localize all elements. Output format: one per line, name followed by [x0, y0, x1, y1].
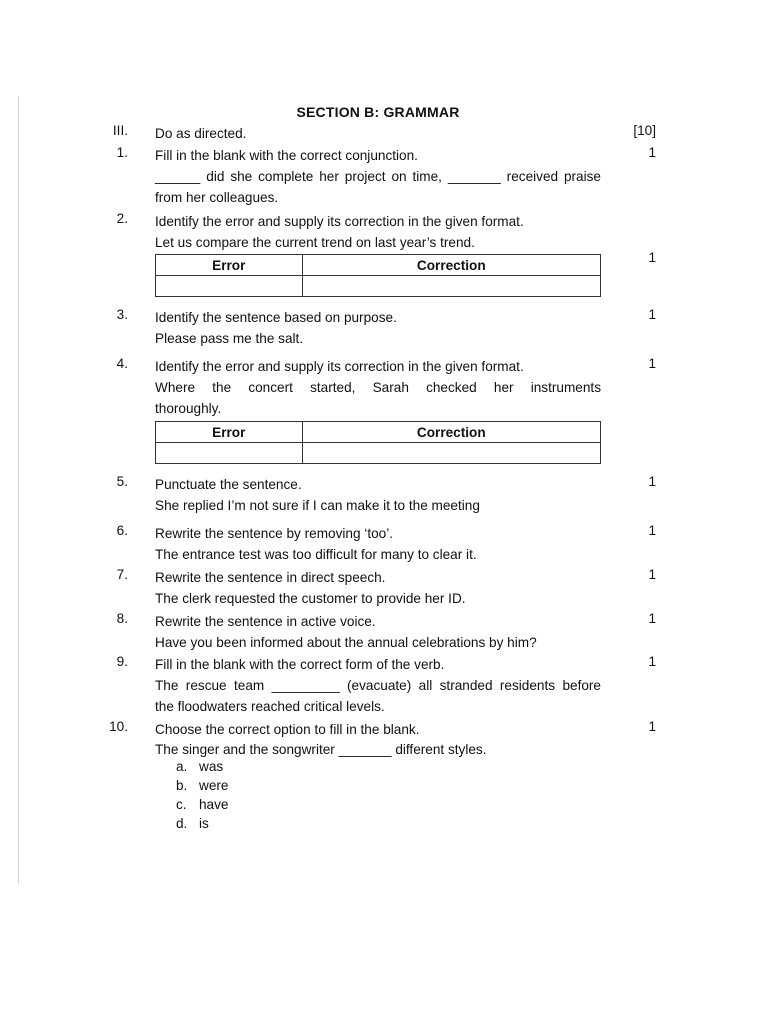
table-header-error: Error: [156, 422, 303, 443]
question-marks: 1: [648, 654, 656, 669]
intro-instruction: Do as directed.: [155, 126, 247, 141]
table-cell-error: [156, 443, 303, 464]
table-header-error: Error: [156, 255, 303, 276]
question-text: Rewrite the sentence by removing ‘too’. The entrance test was too difficult for many to clear it.: [155, 526, 477, 562]
roman-numeral: III.: [112, 123, 128, 138]
question-marks: 1: [648, 719, 656, 734]
section-title: SECTION B: GRAMMAR: [296, 104, 460, 120]
question-text: Fill in the blank with the correct form of the verb. The rescue team _________ (evacuate) all stranded residents before the floodwaters reached critical levels.: [155, 657, 601, 714]
question-text: Identify the sentence based on purpose. Please pass me the salt.: [155, 310, 397, 346]
question-marks: 1: [648, 523, 656, 538]
question-number: 5.: [116, 474, 128, 489]
question-text: Rewrite the sentence in active voice. Have you been informed about the annual celebrations by him?: [155, 614, 537, 650]
question-number: 3.: [116, 307, 128, 322]
question-text: Identify the error and supply its correction in the given format. Where the concert started, Sarah checked her instruments thoroughly.: [155, 359, 601, 416]
total-marks: [10]: [633, 123, 656, 138]
question-text: Punctuate the sentence. She replied I’m not sure if I can make it to the meeting: [155, 477, 480, 513]
option-c: c. have: [176, 797, 229, 812]
table-cell-correction: [302, 443, 600, 464]
question-number: 9.: [116, 654, 128, 669]
question-text: Fill in the blank with the correct conjunction. ______ did she complete her project on time, _______ received praise from her colleagues.: [155, 148, 601, 205]
question-number: 8.: [116, 611, 128, 626]
question-marks: 1: [648, 250, 656, 265]
question-text: Choose the correct option to fill in the blank. The singer and the songwriter _______ different styles.: [155, 722, 487, 757]
question-number: 1.: [116, 145, 128, 160]
question-marks: 1: [648, 611, 656, 626]
table-header-correction: Correction: [302, 422, 600, 443]
table-cell-error: [156, 276, 303, 297]
question-marks: 1: [648, 567, 656, 582]
error-correction-table: [155, 254, 601, 297]
table-header-correction: Correction: [302, 255, 600, 276]
option-d: d. is: [176, 816, 209, 831]
option-a: a. was: [176, 759, 224, 774]
question-marks: 1: [648, 356, 656, 371]
question-number: 6.: [116, 523, 128, 538]
option-b: b. were: [176, 778, 229, 793]
question-marks: 1: [648, 474, 656, 489]
error-correction-table: [155, 421, 601, 464]
page-left-edge: [18, 96, 19, 884]
question-marks: 1: [648, 145, 656, 160]
question-number: 4.: [116, 356, 128, 371]
question-number: 2.: [116, 211, 128, 226]
question-text: Identify the error and supply its correction in the given format. Let us compare the current trend on last year’s trend.: [155, 214, 524, 250]
table-cell-correction: [302, 276, 600, 297]
question-number: 10.: [109, 719, 128, 734]
question-marks: 1: [648, 307, 656, 322]
question-number: 7.: [116, 567, 128, 582]
question-text: Rewrite the sentence in direct speech. The clerk requested the customer to provide her ID.: [155, 570, 466, 606]
